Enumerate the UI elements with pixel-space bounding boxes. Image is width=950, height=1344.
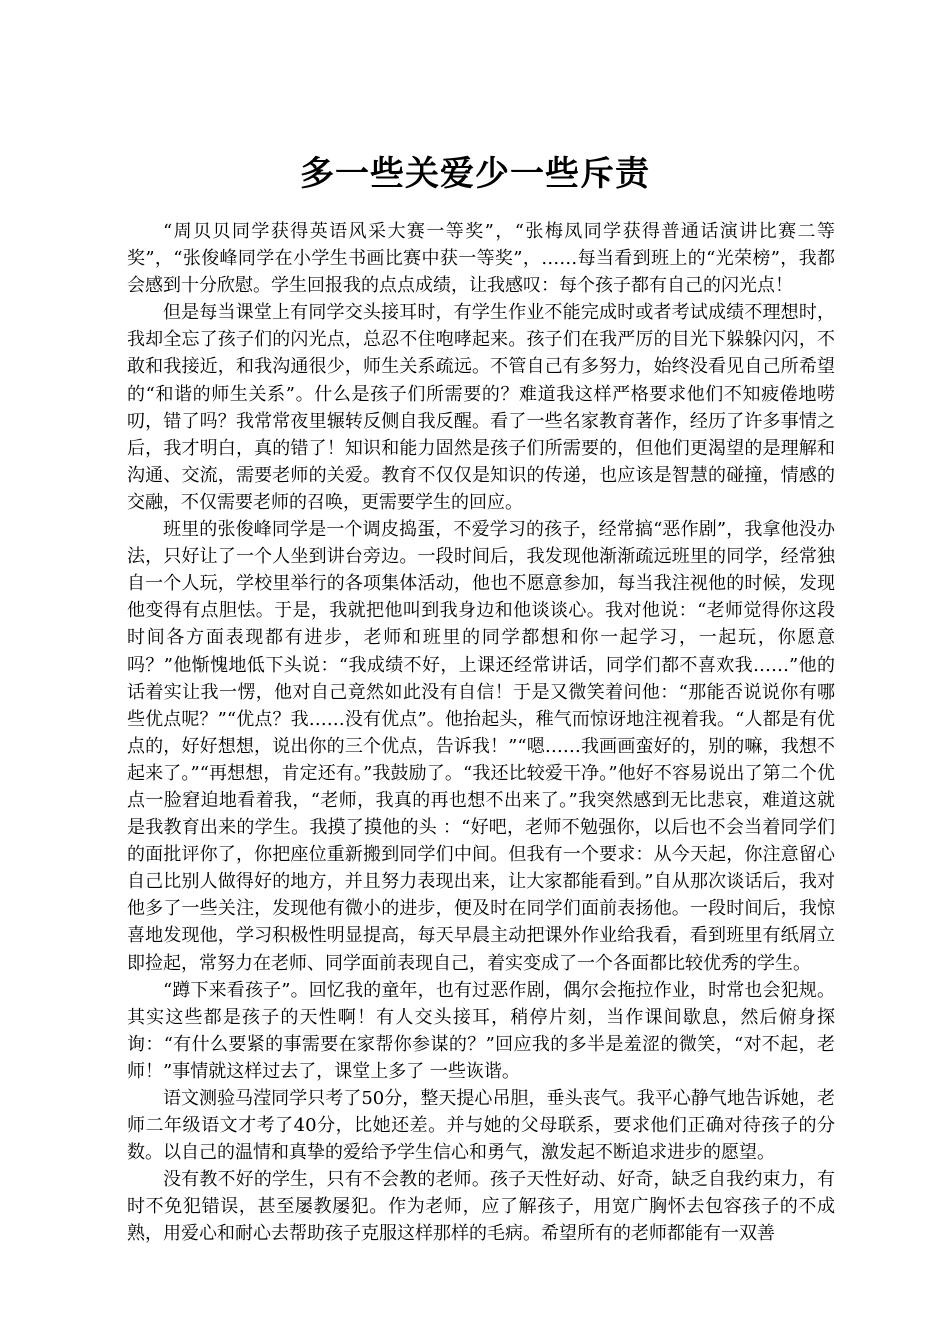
paragraph: 但是每当课堂上有同学交头接耳时，有学生作业不能完成时或者考试成绩不理想时，我却全忘了孩子们的闪光点，总忍不住咆哮起来。孩子们在我严厉的目光下躲躲闪闪，不敢和我接近，和我沟通很少，师生关系疏远。不管自己有多努力，始终没看见自己所希望的“和谐的师生关系”。什么是孩子们所需要的？难道我这样严格要求他们不知疲倦地唠叨，错了吗？我常常夜里辗转反侧自我反醒。看了一些名家教育著作，经历了许多事情之后，我才明白，真的错了！知识和能力固然是孩子们所需要的，但他们更渴望的是理解和沟通、交流，需要老师的关爱。教育不仅仅是知识的传递，也应该是智慧的碰撞，情感的交融，不仅需要老师的召唤，更需要学生的回应。 — [127, 302, 835, 513]
paragraph: “周贝贝同学获得英语风采大赛一等奖”，“张梅凤同学获得普通话演讲比赛二等奖”，“张俊峰同学在小学生书画比赛中获一等奖”，……每当看到班上的“光荣榜”，我都会感到十分欣慰。学生回报我的点点成绩，让我感叹：每个孩子都有自己的闪光点！ — [127, 221, 835, 297]
document-body — [127, 218, 835, 1248]
document-title: 多一些关爱少一些斥责 — [300, 154, 650, 194]
paragraph: “蹲下来看孩子”。回忆我的童年，也有过恶作剧，偶尔会拖拉作业，时常也会犯规。其实这些都是孩子的天性啊！有人交头接耳，稍停片刻，当作课间歇息，然后俯身探询：“有什么要紧的事需要在家帮你参谋的？”回应我的多半是羞涩的微笑，“对不起，老师！”事情就这样过去了，课堂上多了 一些诙谐。 — [127, 979, 835, 1082]
paragraph: 语文测验马滢同学只考了50分，整天提心吊胆，垂头丧气。我平心静气地告诉她，老师二年级语文才考了40分，比她还差。并与她的父母联系，要求他们正确对待孩子的分数。以自己的温情和真挚的爱给予学生信心和勇气，激发起不断追求进步的愿望。 — [127, 1088, 835, 1164]
paragraph: 没有教不好的学生，只有不会教的老师。孩子天性好动、好奇，缺乏自我约束力，有时不免犯错误，甚至屡教屡犯。作为老师，应了解孩子，用宽广胸怀去包容孩子的不成熟，用爱心和耐心去帮助孩子克服这样那样的毛病。希望所有的老师都能有一双善 — [127, 1169, 835, 1245]
paragraph: 班里的张俊峰同学是一个调皮捣蛋，不爱学习的孩子，经常搞“恶作剧”，我拿他没办法，只好让了一个人坐到讲台旁边。一段时间后，我发现他渐渐疏远班里的同学，经常独自一个人玩，学校里举行的各项集体活动，他也不愿意参加，每当我注视他的时候，发现他变得有点胆怯。于是，我就把他叫到我身边和他谈谈心。我对他说：“老师觉得你这段时间各方面表现都有进步，老师和班里的同学都想和你一起学习，一起玩，你愿意吗？”他惭愧地低下头说：“我成绩不好，上课还经常讲话，同学们都不喜欢我……”他的话着实让我一愣，他对自己竟然如此没有自信！于是又微笑着问他：“那能否说说你有哪些优点呢？”“优点？我……没有优点”。他抬起头，稚气而惊讶地注视着我。“人都是有优点的，好好想想，说出你的三个优点，告诉我！”“嗯……我画画蛮好的，别的嘛，我想不起来了。”“再想想，肯定还有。”我鼓励了。“我还比较爱干净。”他好不容易说出了第二个优点一脸窘迫地看着我，“老师，我真的再也想不出来了。”我突然感到无比悲哀，难道这就是我教育出来的学生。我摸了摸他的头 ：“好吧，老师不勉强你，以后也不会当着同学们的面批评你了，你把座位重新搬到同学们中间。但我有一个要求：从今天起，你注意留心自己比别人做得好的地方，并且努力表现出来，让大家都能看到。”自从那次谈话后，我对他多了一些关注，发现他有微小的进步，便及时在同学们面前表扬他。一段时间后，我惊喜地发现他，学习积极性明显提高，每天早晨主动把课外作业给我看，看到班里有纸屑立即捡起，常努力在老师、同学面前表现自己，着实变成了一个各面都比较优秀的学生。 — [127, 519, 835, 974]
